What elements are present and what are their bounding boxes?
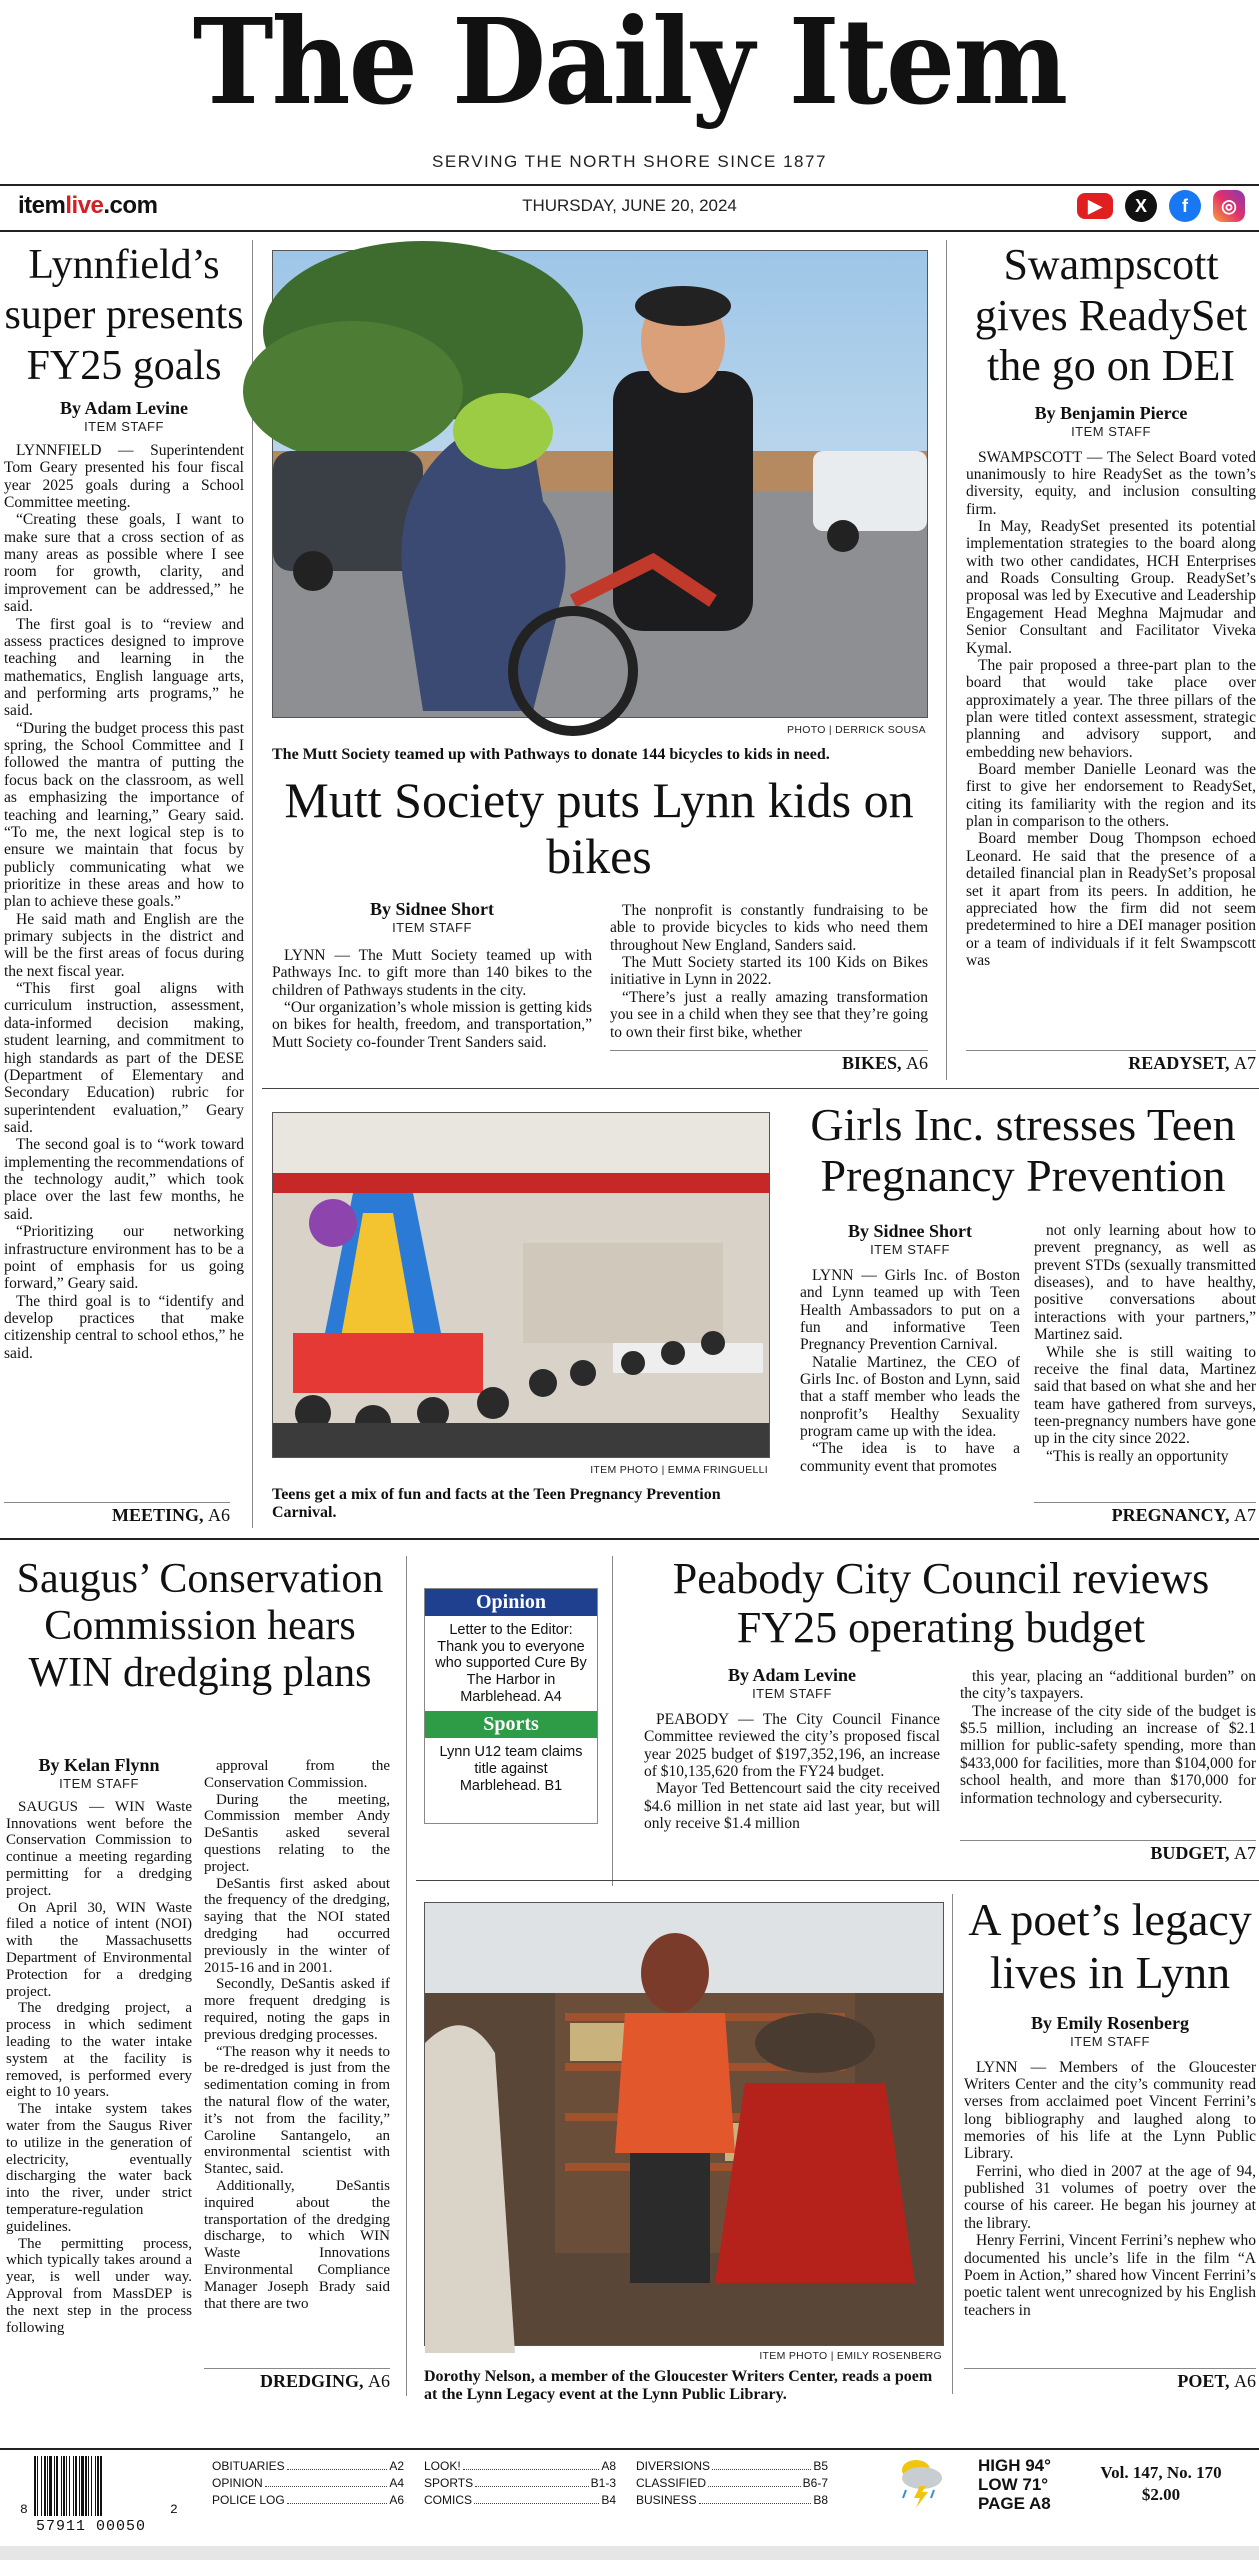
carnival-photo-illustration [273,1113,769,1457]
paragraph: The first goal is to “review and assess practices designed to improve teaching and learning in the mathematics, English language arts, and performing arts programs,” he said. [4,615,244,720]
column-rule [952,1894,953,2394]
newspaper-name: The Daily Item [192,0,1067,131]
jump-label: PREGNANCY, [1111,1505,1230,1525]
paragraph: LYNN — The Mutt Society teamed up with Pathways Inc. to gift more than 140 bikes to the children of Pathways students in the city. [272,946,592,999]
paragraph: LYNN — Members of the Gloucester Writers Center and the city’s community read verses from acclaimed poet Vincent Ferrini’s long bibliography and laughed along to memories of his life at the Lynn Public Library. [964,2058,1256,2163]
divider [262,1088,1259,1089]
column-rule [612,1556,613,1886]
weather-page[interactable]: PAGE A8 [978,2494,1051,2513]
paragraph: During the meeting, Commission member Andy DeSantis asked several questions relating to the project. [204,1791,390,1875]
article-girls-col1 [800,1222,1020,1523]
paragraph: Board member Doug Thompson echoed Leonard. He said that the presence of a detailed financial plan in ReadySet’s proposal set it apart from its peers. In addition, he appreciated how the firm did not seem predetermined to hire a DEI manager position or a team of individuals if it felt Swampscott was [966,830,1256,969]
paragraph: “During the budget process this past spring, the School Committee and I followed the mantra of putting the focus back on the classroom, as well as emphasizing the importance of teaching and learning,” Geary said. “To me, the next logical step is to ensure we maintain that focus by publicly communicating what we prioritize in these areas and how to plan to achieve these goals.” [4,719,244,911]
paragraph: The intake system takes water from the Saugus River to utilize in the generation of electricity, eventually discharging the water back into the river, under strict temperature-regulation guidelines. [6,2101,192,2235]
byline: By Emily Rosenberg [1030,2012,1189,2033]
paragraph: LYNNFIELD — Superintendent Tom Geary presented his four fiscal year 2025 goals during a School Committee meeting. [4,441,244,512]
index-entry[interactable] [636,2458,828,2475]
paragraph: The dredging project, a process in which sediment leading to the water intake system at the facility is removed, is performed every eight to 10 years. [6,2000,192,2101]
jump-label: BUDGET, [1150,1843,1230,1863]
leader-dots [475,2475,589,2487]
article-girls-col2 [1034,1222,1256,1494]
site-suffix: .com [103,192,158,219]
barcode-right-digit: 2 [170,2502,178,2517]
staff-label: ITEM STAFF [84,418,164,434]
paragraph: Secondly, DeSantis asked if more frequent dredging is required, noting the gaps in previous dredging processes. [204,1976,390,2043]
jump-page: A6 [208,1505,230,1525]
index-page: B5 [813,2459,828,2473]
jump-pregnancy[interactable] [1034,1502,1256,1526]
index-section: SPORTS [424,2476,474,2490]
index-entry[interactable] [636,2475,828,2492]
opinion-label: Opinion [425,1589,597,1616]
photo-credit: ITEM PHOTO | EMILY ROSENBERG [759,2350,942,2362]
index-page: A2 [389,2459,404,2473]
index-entry[interactable] [424,2492,616,2509]
jump-label: BIKES, [841,1053,902,1073]
jump-dredging[interactable] [204,2368,390,2392]
headline[interactable]: A poet’s legacy lives in Lynn [968,1894,1252,1998]
paragraph: While she is still waiting to receive the final data, Martinez said that based on what she and her team have gathered from surveys, teen-pregnancy numbers have gone up in the city since 2022. [1034,1343,1256,1448]
staff-label: ITEM STAFF [752,1685,832,1701]
article-poet [964,1894,1256,2319]
tagline: SERVING THE NORTH SHORE SINCE 1877 [432,152,827,171]
byline: By Benjamin Pierce [1034,402,1188,423]
index-section: POLICE LOG [212,2493,285,2507]
index-entry[interactable] [212,2492,404,2509]
issue-date: THURSDAY, JUNE 20, 2024 [522,196,737,215]
leader-dots [712,2458,811,2470]
index-section: CLASSIFIED [636,2476,707,2490]
headline[interactable]: Saugus’ Conservation Commission hears WIN dredging plans [16,1556,384,1697]
article-saugus-col2 [204,1758,390,2368]
article-body [272,947,592,1077]
jump-label: READYSET, [1128,1053,1230,1073]
byline: By Adam Levine [59,398,188,419]
leader-dots [463,2458,600,2470]
instagram-icon[interactable]: ◎ [1213,190,1245,222]
article-body [800,1267,1020,1523]
jump-meeting[interactable] [4,1502,230,1526]
index-entry[interactable] [424,2475,616,2492]
article-body [964,2058,1256,2319]
index-page: A6 [389,2493,404,2507]
article-body [644,1711,940,1867]
opinion-teaser[interactable]: Letter to the Editor: Thank you to everyone who supported Cure By The Harbor in Marblehead. A4 [435,1622,587,1705]
divider [0,230,1259,232]
article-saugus-col1 [6,1756,192,2393]
weather [978,2456,1068,2513]
jump-readyset[interactable] [966,1050,1256,1074]
photo-credit: ITEM PHOTO | EMMA FRINGUELLI [590,1464,768,1476]
jump-label: MEETING, [111,1505,204,1525]
divider [0,1538,1259,1540]
paragraph: “This is really an opportunity [1046,1447,1229,1465]
article-peabody-col1 [644,1666,940,1867]
jump-poet[interactable] [964,2368,1256,2392]
jump-page: A7 [1234,1053,1256,1073]
paragraph: Additionally, DeSantis inquired about the transportation of the dredging discharge, to which WIN Waste Innovations Environmental Compliance Manager Joseph Brady said that there are two [204,2177,390,2312]
article-peabody-col2 [960,1668,1256,1840]
site-accent: live [65,192,104,219]
index-entry[interactable] [212,2458,404,2475]
leader-dots [708,2475,801,2487]
paragraph: Mayor Ted Bettencourt said the city received $4.6 million in net state aid last year, but will only receive $1.4 million [644,1780,940,1832]
index-section: OPINION [212,2476,263,2490]
byline: By Sidnee Short [369,899,495,919]
index-section: OBITUARIES [212,2459,285,2473]
leader-dots [287,2458,388,2470]
barcode [16,2456,182,2548]
photo-credit: PHOTO | DERRICK SOUSA [787,724,926,736]
storm-cloud-icon [898,2456,944,2510]
staff-label: ITEM STAFF [870,1241,950,1257]
photo-mutt-society [272,250,928,718]
x-icon[interactable]: X [1125,190,1157,222]
sports-label: Sports [425,1711,597,1738]
index-section: COMICS [424,2493,472,2507]
headline[interactable]: Swampscott gives ReadySet the go on DEI [974,240,1248,391]
article-mutt-col2 [610,902,928,1041]
index-section: DIVERSIONS [636,2459,711,2473]
paragraph: DeSantis first asked about the frequency of the dredging, saying that the NOI stated dredging had occurred previously in the winter of 2015-16 and in 2001. [204,1875,390,1976]
weather-high: HIGH 94° [978,2456,1051,2475]
headline[interactable]: Girls Inc. stresses Teen Pregnancy Prevention [810,1099,1236,1201]
photo-caption: Teens get a mix of fun and facts at the Teen Pregnancy Prevention Carnival. [272,1486,721,1522]
index-col-3 [636,2458,828,2509]
volume-number: Vol. 147, No. 170 [1100,2463,1222,2482]
barcode-bar [100,2456,102,2516]
paragraph: “Creating these goals, I want to make sure that a cross section of as many areas as possible where I see room for growth, clarity, and improvement can be addressed,” he said. [4,511,244,616]
index-entry[interactable] [636,2492,828,2509]
divider [416,1880,1259,1881]
paragraph: “The idea is to have a community event that promotes [800,1440,1020,1475]
index-page: B4 [601,2493,616,2507]
paragraph: “Prioritizing our networking infrastructure environment has to be a point of emphasis for us going forward,” Geary said. [4,1223,244,1293]
index-section: LOOK! [424,2459,461,2473]
paragraph: “The reason why it needs to be re-dredged is just from the sedimentation coming in from the natural flow of the water, it’s not from the facility,” Caroline Santangelo, an environmental scientist with Stantec, said. [204,2043,390,2178]
paragraph: In May, ReadySet presented its potential implementation strategies to the board along with two other candidates, HCH Enterprises and Roads Consulting Group. ReadySet’s proposal was led by Executive and Leadership Engagement Head Meghna Majmudar and Senior Consultant and Facilitator Viveka Kymal. [966,518,1256,657]
photo-poet [424,1902,944,2346]
jump-label: DREDGING, [259,2371,364,2391]
paragraph: The second goal is to “work toward implementing the recommendations of the technology audit,” which took place over the last few months, he said. [4,1136,244,1223]
article-body [4,442,244,1418]
social-links [1077,190,1245,222]
paragraph: Ferrini, who died in 2007 at the age of 94, published 31 volumes of poetry over the course of his career. He began his journey at the library. [964,2162,1256,2232]
index-page: A8 [601,2459,616,2473]
library-photo-illustration [425,1903,943,2345]
headline[interactable]: Mutt Society puts Lynn kids on bikes [284,772,914,884]
leader-dots [287,2492,388,2504]
price: $2.00 [1141,2485,1181,2504]
article-mutt-col1 [272,900,592,1077]
paragraph: SWAMPSCOTT — The Select Board voted unanimously to hire ReadySet as the town’s diversity, equity, and inclusion consulting firm. [966,448,1256,518]
barcode-left-digit: 8 [20,2502,28,2517]
paragraph: “Our organization’s whole mission is getting kids on bikes for health, freedom, and transportation,” Mutt Society co-founder Trent Sanders said. [272,998,592,1051]
paragraph: LYNN — Girls Inc. of Boston and Lynn teamed up with Teen Health Ambassadors to put on a fun and informative Teen Pregnancy Prevention Carnival. [800,1266,1020,1354]
index-entry[interactable] [212,2475,404,2492]
index-page: B6-7 [802,2476,828,2490]
column-rule [252,240,253,1528]
leader-dots [699,2492,812,2504]
promo-box [424,1588,598,1824]
weather-low: LOW 71° [978,2475,1049,2494]
headline[interactable]: Peabody City Council reviews FY25 operating budget [672,1554,1210,1653]
issue-info [1086,2462,1236,2506]
paragraph: “There’s just a really amazing transformation you see in a child when they see that they’re going to own their first bike, whether [610,988,928,1041]
paragraph: On April 30, WIN Waste filed a notice of intent (NOI) with the Massachusetts Department of Environmental Protection for a dredging project. [6,1899,192,2000]
index-col-2 [424,2458,616,2509]
paragraph: The pair proposed a three-part plan to the board that would take place over approximately a year. The three pillars of the plan were titled context assessment, strategic planning and advisory support, and embedding new behaviors. [966,656,1256,761]
index-entry[interactable] [424,2458,616,2475]
paragraph: Board member Danielle Leonard was the first to give her endorsement to ReadySet, citing its familiarity with the region and its plan in comparison to the others. [966,761,1256,831]
staff-label: ITEM STAFF [392,919,472,935]
paragraph: The third goal is to “identify and develop practices that make citizenship central to school ethos,” he said. [4,1292,244,1362]
paragraph: The permitting process, which typically takes around a year, is well under way. Approval from MassDEP is the next step in the process following [6,2235,192,2336]
divider [0,2448,1259,2450]
bottom-strip [0,2546,1259,2560]
top-bar [0,186,1259,228]
paragraph: Natalie Martinez, the CEO of Girls Inc. of Boston and Lynn, said that a staff member who leads the nonprofit’s Healthy Sexuality program came up with the idea. [800,1353,1020,1441]
article-lynnfield [4,240,244,1418]
photo-girls-inc [272,1112,770,1458]
article-body [6,1799,192,2393]
site-prefix: item [18,192,66,219]
staff-label: ITEM STAFF [59,1775,139,1791]
byline: By Sidnee Short [847,1221,973,1241]
paragraph: approval from the Conservation Commission. [204,1758,390,1791]
index-col-1 [212,2458,404,2509]
jump-bikes[interactable] [610,1050,928,1074]
byline: By Adam Levine [727,1665,856,1685]
paragraph: PEABODY — The City Council Finance Committee reviewed the city’s proposed fiscal year 2025 budget of $197,352,196, an increase of $10,135,620 from the FY24 budget. [644,1710,940,1780]
jump-budget[interactable] [960,1840,1256,1864]
masthead [0,0,1259,180]
paragraph: The nonprofit is constantly fundraising to be able to provide bicycles to kids who need them throughout New England, Sanders said. [610,902,928,954]
jump-page: A6 [906,1053,928,1073]
barcode-bars [34,2456,166,2516]
paragraph: Henry Ferrini, Vincent Ferrini’s nephew who documented his uncle’s life in the film “A Poem in Action,” shared how Vincent Ferrini’s poetic talent went unrecognized by his English teachers in [964,2232,1256,2319]
article-swampscott [966,240,1256,975]
leader-dots [265,2475,388,2487]
paragraph: “This first goal aligns with curriculum instruction, assessment, data-informed decision making, student learning, and commitment to high standards as part of the DESE (Department of Elementary and Secondary Education) rubric for superintendent evaluation,” Geary said. [4,980,244,1136]
index-section: BUSINESS [636,2493,697,2507]
leader-dots [474,2492,599,2504]
article-body [966,449,1256,975]
index-page: B8 [813,2493,828,2507]
byline: By Kelan Flynn [38,1755,160,1775]
headline[interactable]: Lynnfield’s super presents FY25 goals [4,242,244,389]
index-page: B1-3 [590,2476,616,2490]
sports-teaser[interactable]: Lynn U12 team claims title against Marblehead. B1 [439,1744,583,1794]
barcode-digits: 57911 00050 [36,2518,147,2535]
paragraph: SAUGUS — WIN Waste Innovations went before the Conservation Commission to continue a meeting regarding permitting for a dredging project. [6,1798,192,1899]
column-rule [406,1556,407,2396]
index-page: A4 [389,2476,404,2490]
paragraph: The increase of the city side of the budget is $5.5 million, including an increase of $2.1 million for public-safety spending, more than $433,000 for facilities, more than $104,000 for school health, and more than $170,000 for information technology and cybersecurity. [960,1702,1256,1807]
staff-label: ITEM STAFF [1070,2033,1150,2049]
facebook-icon[interactable]: f [1169,190,1201,222]
jump-page: A6 [1234,2371,1256,2391]
staff-label: ITEM STAFF [1071,423,1151,439]
photo-caption: Dorothy Nelson, a member of the Gloucester Writers Center, reads a poem at the Lynn Legacy event at the Lynn Public Library. [424,2368,933,2404]
youtube-icon[interactable]: ▶ [1077,193,1113,219]
paragraph: He said math and English are the primary subjects in the district and will be the first areas of focus during the next fiscal year. [4,910,244,980]
jump-page: A7 [1234,1505,1256,1525]
paragraph: not only learning about how to prevent pregnancy, as well as prevent STDs (sexually transmitted diseases), and to have healthy, positive conversations about interactions with your partners,” Martinez said. [1034,1222,1256,1344]
jump-label: POET, [1177,2371,1230,2391]
paragraph: this year, placing an “additional burden” on the city’s taxpayers. [960,1668,1256,1703]
jump-page: A6 [368,2371,390,2391]
photo-caption: The Mutt Society teamed up with Pathways to donate 144 bicycles to kids in need. [272,746,830,763]
paragraph: The Mutt Society started its 100 Kids on Bikes initiative in Lynn in 2022. [610,954,928,989]
column-rule [946,240,947,1080]
jump-page: A7 [1234,1843,1256,1863]
bike-photo-illustration [273,251,927,717]
